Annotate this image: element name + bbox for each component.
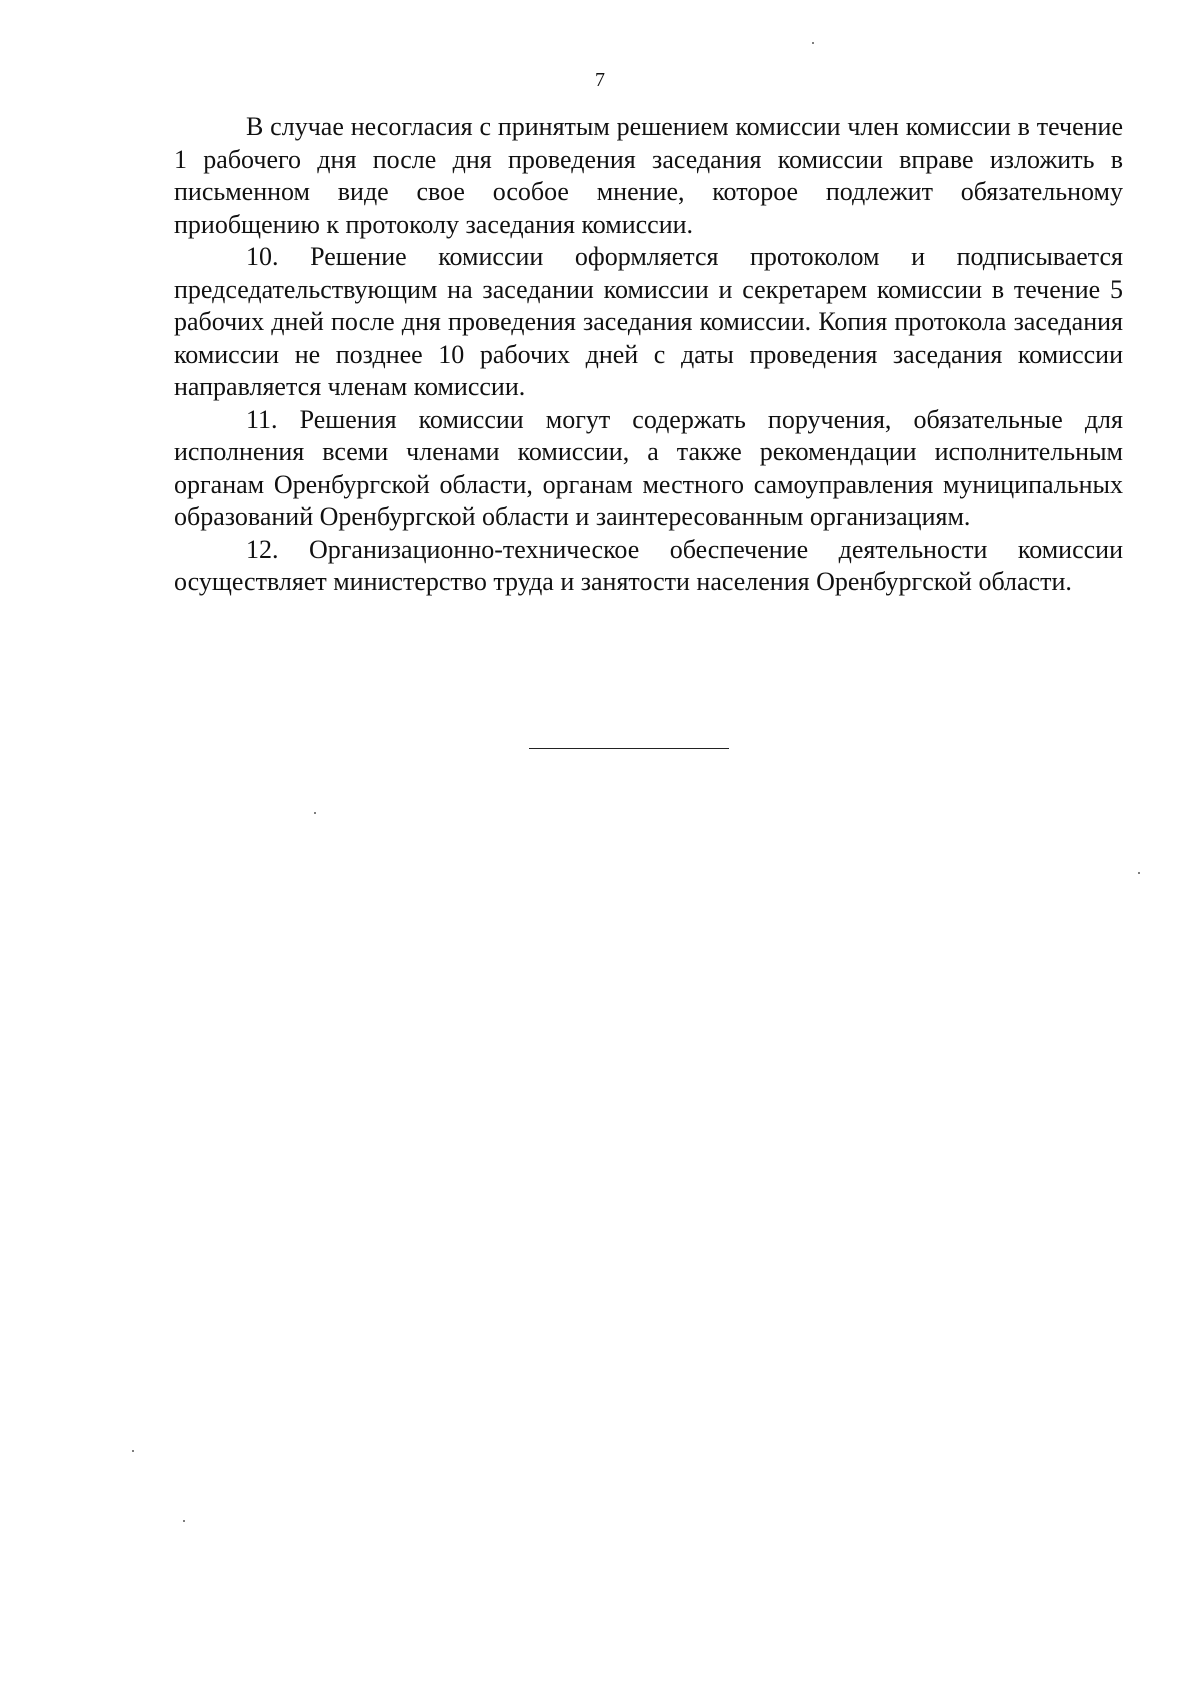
page-number: 7 — [595, 69, 605, 91]
paragraph-dissent: В случае несогласия с принятым решением комиссии член комиссии в течение 1 рабочего дня после дня проведения заседания комиссии вправе изложить в письменном виде свое особое мнение, которое подлежит обязательному приобщению к протоколу заседания комиссии. — [174, 112, 1123, 239]
paragraph-11: 11. Решения комиссии могут содержать поручения, обязательные для исполнения всеми членами комиссии, а также рекомендации исполнительным органам Оренбургской области, органам местного самоуправления муниципальных образований Оренбургской области и заинтересованным организациям. — [174, 404, 1123, 531]
scan-speck — [314, 812, 316, 814]
scan-speck — [812, 42, 814, 44]
scan-speck — [132, 1450, 134, 1452]
document-body — [174, 111, 1123, 599]
end-of-document-rule — [529, 748, 729, 749]
scan-speck — [1138, 872, 1140, 874]
paragraph-12: 12. Организационно-техническое обеспечение деятельности комиссии осуществляет министерство труда и занятости населения Оренбургской области. — [174, 534, 1123, 596]
scan-speck — [183, 1520, 185, 1522]
paragraph-10: 10. Решение комиссии оформляется протоколом и подписывается председательствующим на заседании комиссии и секретарем комиссии в течение 5 рабочих дней после дня проведения заседания комиссии. Копия протокола заседания комиссии не позднее 10 рабочих дней с даты проведения заседания комиссии направляется членам комиссии. — [174, 242, 1123, 401]
